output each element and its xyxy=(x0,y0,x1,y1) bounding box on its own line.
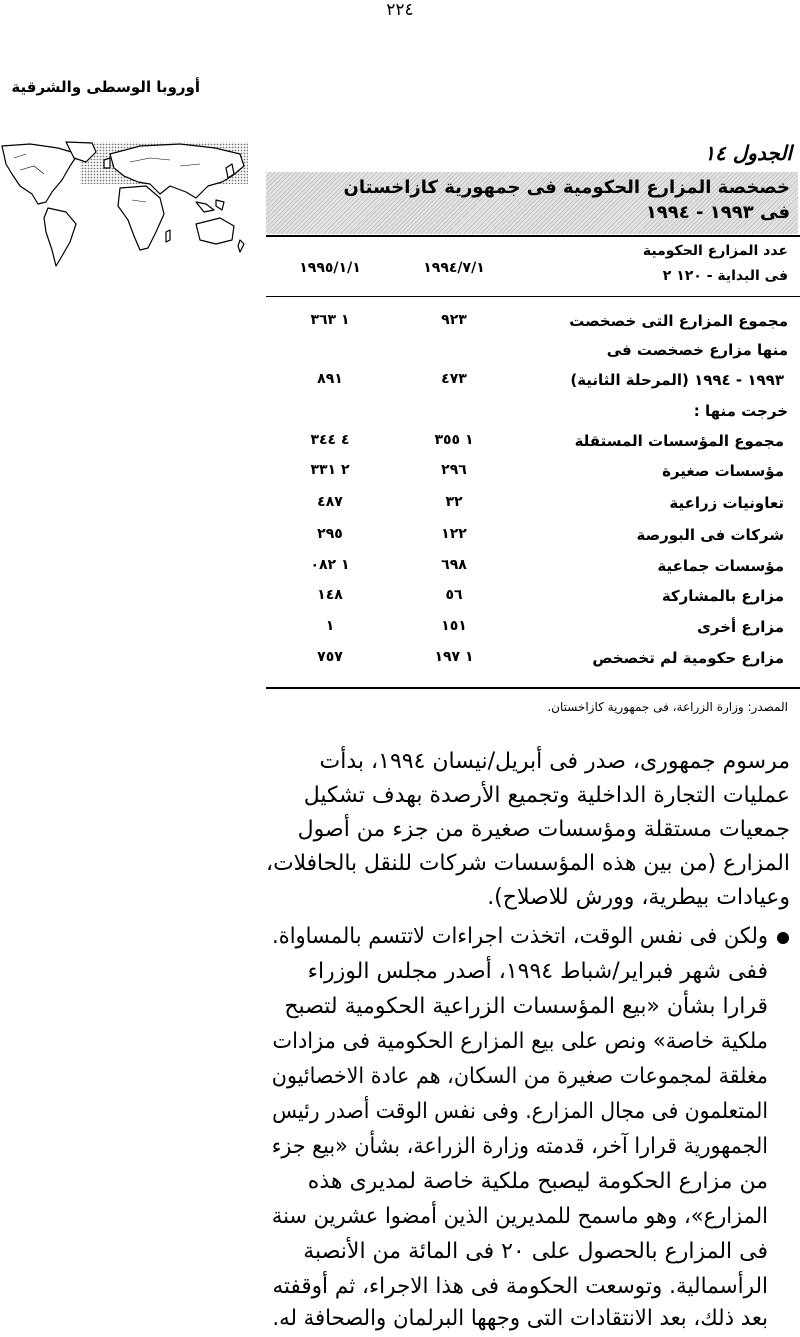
cell-col2: ٨٩١ xyxy=(317,371,343,387)
table-source-note: المصدر: وزارة الزراعة، فى جمهورية كازاخستان. xyxy=(547,700,788,714)
table-row xyxy=(266,557,800,587)
cell-col2: ١ xyxy=(325,618,335,634)
header-row-label-line: فى البداية - ١٢٠ ٢ xyxy=(662,268,788,284)
body-text-line: مرسوم جمهورى، صدر فى أبريل/نيسان ١٩٩٤، بدأت xyxy=(319,749,790,774)
table-top-rule xyxy=(266,235,800,237)
body-text-line: الجمهورية قرارا آخر، قدمته وزارة الزراعة، بشأن «بيع جزء xyxy=(271,1134,768,1159)
body-text-line: مغلقة لمجموعات صغيرة من السكان، هم عادة الاخصائيون xyxy=(271,1064,768,1089)
body-text-line: عمليات التجارة الداخلية وتجميع الأرصدة بهدف تشكيل xyxy=(303,783,790,808)
body-text-line: ففى شهر فبراير/شباط ١٩٩٤، أصدر مجلس الوزراء xyxy=(307,959,768,984)
header-col1: ١٩٩٤/٧/١ xyxy=(423,260,485,276)
cell-col1: ٢٩٦ xyxy=(441,462,467,478)
cell-col2: ٤٨٧ xyxy=(317,494,343,510)
body-text-line: المزارع»، وهو ماسمح للمديرين الذين أمضوا عشرين سنة xyxy=(271,1204,768,1229)
cell-col2: ١٤٨ xyxy=(317,587,343,603)
table-row xyxy=(266,462,800,492)
table-row xyxy=(266,587,800,617)
cell-col1: ١٢٢ xyxy=(441,526,467,542)
table-row xyxy=(266,649,800,679)
cell-col2: ٢ ٣٣١ xyxy=(310,462,350,478)
table-title-line: فى ١٩٩٣ - ١٩٩٤ xyxy=(645,202,790,223)
bullet-point xyxy=(777,932,789,944)
body-text-line: ملكية خاصة» ونص على بيع المزارع الحكومية فى مزادات xyxy=(272,1029,768,1054)
cell-col2: ٧٥٧ xyxy=(317,649,343,665)
body-text-line: المتعلمون فى مجال المزارع. وفى نفس الوقت أصدر رئيس xyxy=(272,1099,768,1124)
row-label: مؤسسات جماعية xyxy=(657,557,784,575)
body-text-line: الرأسمالية. وتوسعت الحكومة فى هذا الاجراء، ثم أوقفته xyxy=(272,1274,768,1299)
row-label: مزارع حكومية لم تخصخص xyxy=(592,649,784,667)
row-label: مؤسسات صغيرة xyxy=(662,462,784,480)
table-row xyxy=(266,312,800,342)
header-bottom-rule xyxy=(266,296,800,297)
body-text-line: قرارا بشأن «بيع المؤسسات الزراعية الحكومية لتصبح xyxy=(284,994,768,1019)
cell-col2: ١ ٣٦٣ xyxy=(310,312,350,328)
cell-col1: ٩٢٣ xyxy=(441,312,467,328)
body-text-line: فى المزارع بالحصول على ٢٠ فى المائة من الأنصبة xyxy=(303,1239,768,1264)
table-row xyxy=(266,371,800,401)
table-row xyxy=(266,402,800,432)
cell-col2: ٤ ٣٤٤ xyxy=(310,432,350,448)
body-text-line: وعيادات بيطرية، وورش للاصلاح). xyxy=(487,885,790,910)
body-text-line: المزارع (من بين هذه المؤسسات شركات للنقل بالحافلات، xyxy=(266,851,791,876)
world-map-icon xyxy=(0,140,250,270)
row-label: مجموع المؤسسات المستقلة xyxy=(574,432,784,450)
row-label: منها مزارع خصخصت فى xyxy=(606,341,788,359)
table-row xyxy=(266,432,800,462)
table-label: الجدول ١٤ xyxy=(704,141,792,165)
cell-col1: ٦٩٨ xyxy=(441,557,467,573)
cell-col1: ٣٢ xyxy=(445,494,463,510)
row-label: مزارع بالمشاركة xyxy=(661,587,784,605)
row-label: تعاونيات زراعية xyxy=(669,494,784,512)
cell-col2: ٢٩٥ xyxy=(317,526,343,542)
header-col2: ١٩٩٥/١/١ xyxy=(299,260,361,276)
body-text-line: ولكن فى نفس الوقت، اتخذت اجراءات لاتتسم بالمساواة. xyxy=(272,924,768,949)
row-label: مجموع المزارع التى خصخصت xyxy=(569,312,788,330)
row-label: خرجت منها : xyxy=(693,402,788,420)
table-bottom-rule xyxy=(266,687,800,689)
cell-col1: ١ ١٩٧ xyxy=(434,649,474,665)
row-label: ١٩٩٣ - ١٩٩٤ (المرحلة الثانية) xyxy=(570,371,784,389)
table-row xyxy=(266,618,800,648)
cell-col1: ١٥١ xyxy=(441,618,467,634)
header-row-label-line: عدد المزارع الحكومية xyxy=(642,243,788,259)
row-label: شركات فى البورصة xyxy=(636,526,784,544)
cell-col1: ١ ٣٥٥ xyxy=(434,432,474,448)
cell-col1: ٤٧٣ xyxy=(441,371,467,387)
body-text-line: جمعيات مستقلة ومؤسسات صغيرة من جزء من أصول xyxy=(297,817,790,842)
cell-col2: ١ ٠٨٢ xyxy=(310,557,350,573)
body-text-line: بعد ذلك، بعد الانتقادات التى وجهها البرلمان والصحافة له. xyxy=(272,1306,768,1331)
table-title-line: خصخصة المزارع الحكومية فى جمهورية كازاخستان xyxy=(343,177,790,198)
table-title xyxy=(266,172,798,234)
row-label: مزارع أخرى xyxy=(697,618,784,636)
cell-col1: ٥٦ xyxy=(445,587,463,603)
table-row xyxy=(266,494,800,524)
body-text-line: من مزارع الحكومة ليصبح ملكية خاصة لمديرى هذه xyxy=(307,1169,768,1194)
section-title: أوروبا الوسطى والشرقية xyxy=(11,78,200,96)
table-row xyxy=(266,341,800,371)
page-number: ٢٢٤ xyxy=(386,0,414,20)
table-row xyxy=(266,526,800,556)
